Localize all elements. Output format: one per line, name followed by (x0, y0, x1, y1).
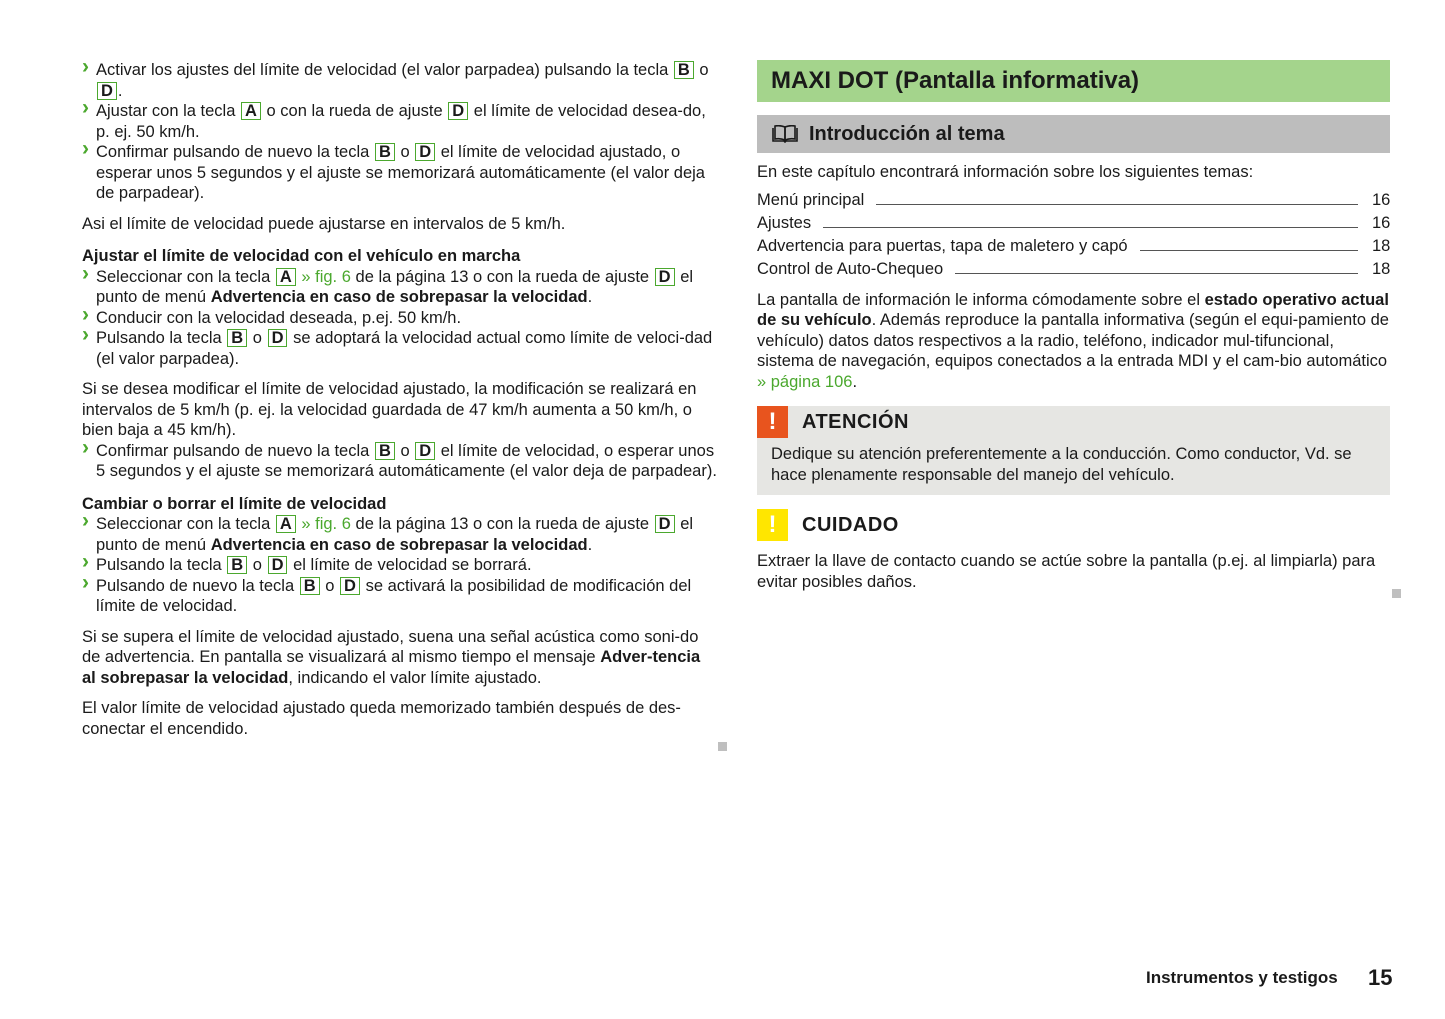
section-heading: Cambiar o borrar el límite de velocidad (82, 494, 387, 513)
book-icon (771, 125, 799, 143)
list-item: › Pulsando la tecla B o D el límite de velocidad se borrará. (82, 555, 717, 576)
list-item: › Conducir con la velocidad deseada, p.ej. 50 km/h. (82, 308, 717, 329)
paragraph: Si se supera el límite de velocidad ajustado, suena una señal acústica como soni-do de advertencia. En pantalla se visualizará al mismo tiempo el mensaje Adver-tencia al sobrepasar la velocidad, indicando el valor límite ajustado. (82, 627, 701, 687)
key-b: B (674, 61, 694, 79)
intro-text: En este capítulo encontrará información sobre los siguientes temas: (757, 163, 1254, 181)
end-mark-icon (1392, 589, 1401, 598)
key-d: D (340, 577, 360, 595)
key-b: B (375, 143, 395, 161)
key-d: D (268, 329, 288, 347)
key-b: B (300, 577, 320, 595)
list-item: › Activar los ajustes del límite de velocidad (el valor parpadea) pulsando la tecla B o D . (82, 60, 717, 101)
key-d: D (415, 442, 435, 460)
list-item: › Pulsando la tecla B o D se adoptará la velocidad actual como límite de veloci-dad (el valor parpadea). (82, 328, 717, 369)
list-item: › Seleccionar con la tecla A » fig. 6 de la página 13 o con la rueda de ajuste D el punto de menú Advertencia en caso de sobrepasar la velocidad. (82, 514, 717, 555)
caution-title: CUIDADO (802, 513, 899, 536)
figure-link[interactable]: » fig. 6 (301, 515, 351, 533)
caution-text: Extraer la llave de contacto cuando se actúe sobre la pantalla (p.ej. al limpiarla) para evitar posibles daños. (757, 552, 1376, 591)
key-a: A (276, 515, 296, 533)
exclamation-icon: ! (757, 406, 788, 438)
page-number: 15 (1368, 965, 1393, 990)
chapter-title: MAXI DOT (Pantalla informativa) (757, 60, 1390, 102)
exclamation-icon: ! (757, 509, 788, 541)
intro-header (757, 115, 1390, 153)
list-item: › Seleccionar con la tecla A » fig. 6 de la página 13 o con la rueda de ajuste D el punto de menú Advertencia en caso de sobrepasar la velocidad. (82, 267, 717, 308)
paragraph: Si se desea modificar el límite de velocidad ajustado, la modificación se realizará en intervalos de 5 km/h (p. ej. la velocidad guardada de 47 km/h aumenta a 50 km/h, o bien baja a 45 km/h). (82, 380, 697, 439)
section-heading: Ajustar el límite de velocidad con el vehículo en marcha (82, 247, 521, 265)
left-column (82, 60, 717, 739)
list-item: › Confirmar pulsando de nuevo la tecla B o D el límite de velocidad ajustado, o esperar unos 5 segundos y el ajuste se memorizará automáticamente (el valor deja de parpadear). (82, 142, 717, 204)
footer-section: Instrumentos y testigos (1146, 968, 1338, 987)
key-d: D (97, 82, 117, 100)
key-b: B (227, 329, 247, 347)
list-item: › Confirmar pulsando de nuevo la tecla B o D el límite de velocidad, o esperar unos 5 segundos y el ajuste se memorizará automáticamente (el valor deja de parpadear). (82, 441, 717, 482)
list-item: › Ajustar con la tecla A o con la rueda de ajuste D el límite de velocidad desea-do, p. ej. 50 km/h. (82, 101, 717, 142)
key-d: D (655, 268, 675, 286)
key-d: D (415, 143, 435, 161)
page-link[interactable]: » página 106 (757, 372, 853, 391)
warning-title: ATENCIÓN (802, 410, 909, 433)
paragraph: La pantalla de información le informa cómodamente sobre el estado operativo actual de su vehículo. Además reproduce la pantalla informativa (según el equi-pamiento de vehículo) datos datos respectivos a la radio, teléfono, indicador mul-tifuncional, sistema de navegación, equipos conectados a la entrada MDI y el cam-bio automático » página 106. (757, 290, 1389, 391)
toc (757, 188, 1390, 280)
toc-item[interactable]: Ajustes 16 (757, 214, 1391, 232)
toc-item[interactable]: Advertencia para puertas, tapa de maletero y capó 18 (757, 237, 1391, 255)
paragraph: El valor límite de velocidad ajustado queda memorizado también después de des-conectar el encendido. (82, 699, 681, 738)
toc-item[interactable]: Menú principal 16 (757, 191, 1391, 209)
key-a: A (241, 102, 261, 120)
paragraph: Asi el límite de velocidad puede ajustarse en intervalos de 5 km/h. (82, 214, 566, 233)
key-a: A (276, 268, 296, 286)
caution-header (757, 509, 1390, 541)
figure-link[interactable]: » fig. 6 (301, 267, 351, 286)
toc-item[interactable]: Control de Auto-Chequeo 18 (757, 260, 1391, 278)
key-b: B (375, 442, 395, 460)
key-b: B (227, 556, 247, 574)
key-d: D (268, 556, 288, 574)
end-mark-icon (718, 742, 727, 751)
warning-text: Dedique su atención preferentemente a la conducción. Como conductor, Vd. se hace plenamente responsable del manejo del vehículo. (771, 445, 1352, 484)
list-item: › Pulsando de nuevo la tecla B o D se activará la posibilidad de modificación del límite de velocidad. (82, 576, 717, 617)
key-d: D (448, 102, 468, 120)
warning-box (757, 406, 1390, 495)
intro-title: Introducción al tema (809, 123, 1005, 145)
key-d: D (655, 515, 675, 533)
right-column (757, 60, 1390, 592)
